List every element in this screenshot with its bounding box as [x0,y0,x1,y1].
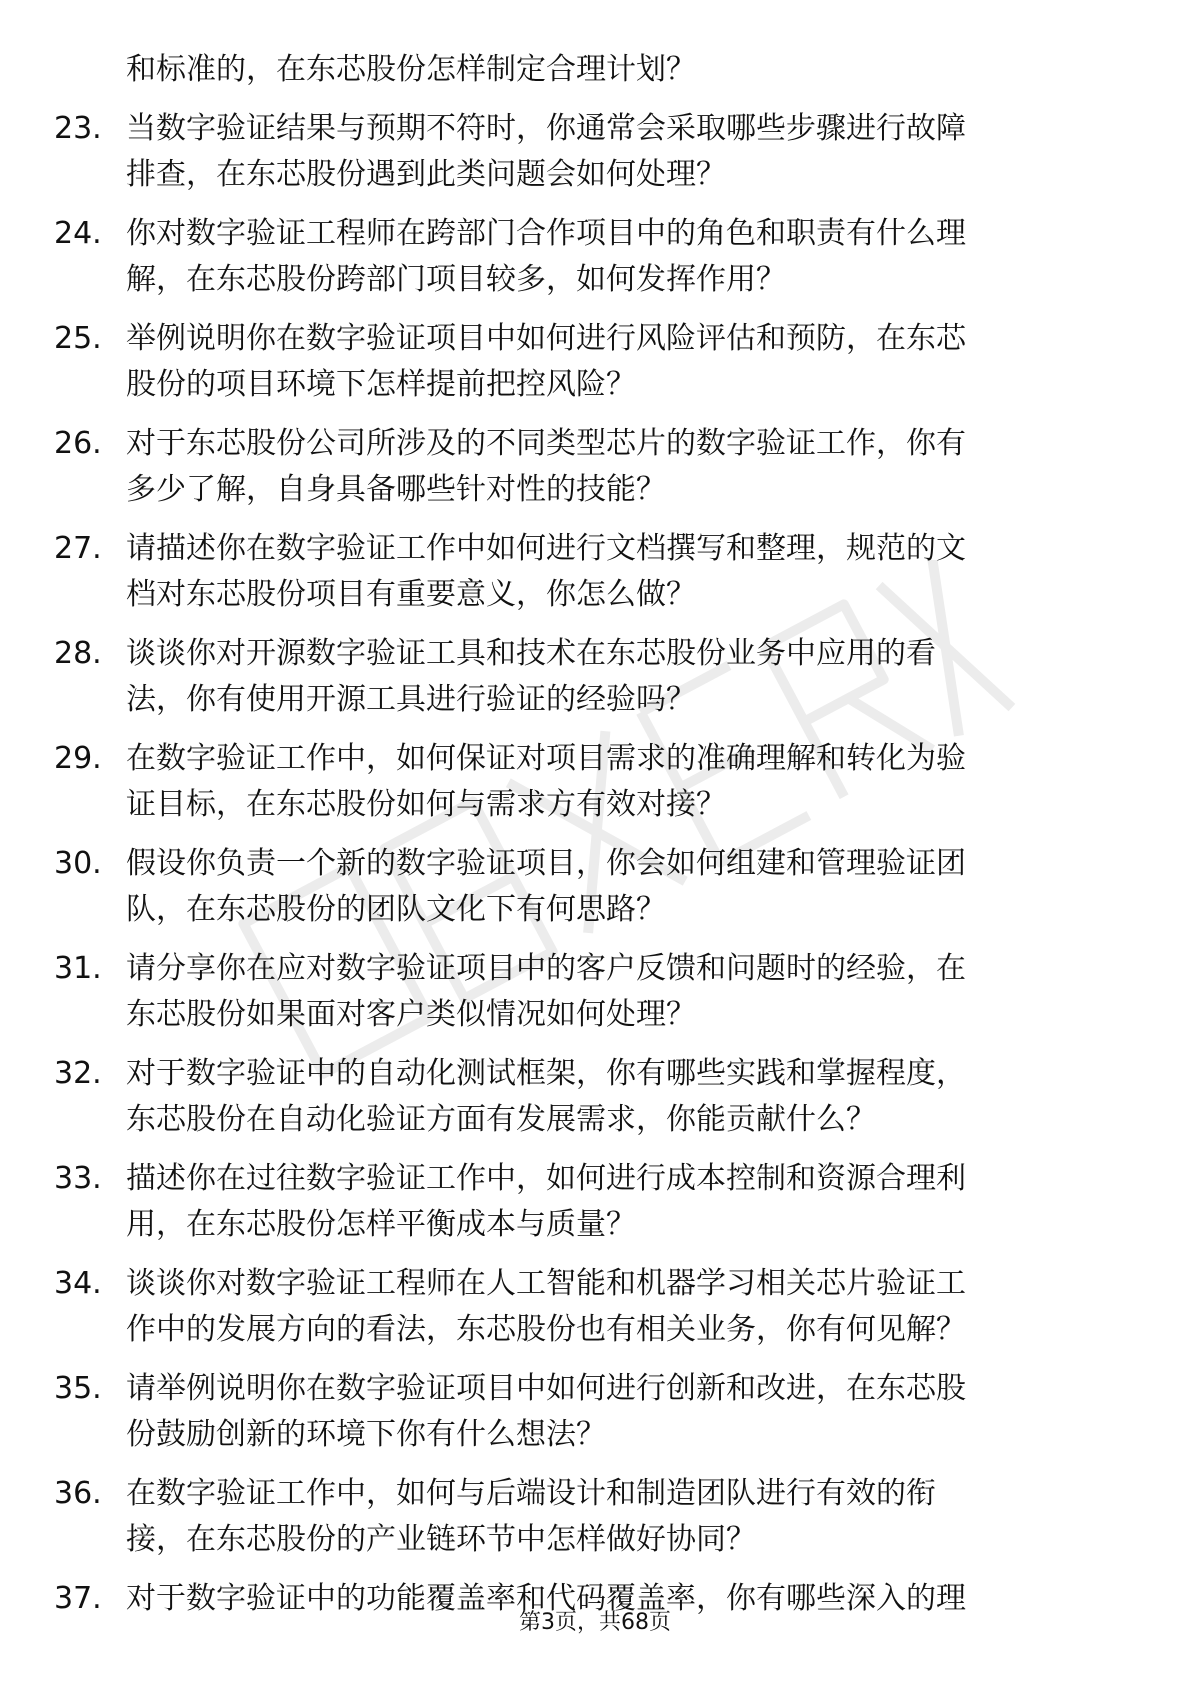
document-content [0,47,1190,1622]
question-text-line: 请描述你在数字验证工作中如何进行文档撰写和整理，规范的文 [126,531,966,566]
question-item [0,1051,1116,1143]
question-number: 37. [54,1581,102,1616]
question-text-line: 东芯股份在自动化验证方面有发展需求，你能贡献什么？ [126,1102,876,1137]
question-text-line: 作中的发展方向的看法，东芯股份也有相关业务，你有何见解？ [126,1312,966,1347]
question-text-line: 请举例说明你在数字验证项目中如何进行创新和改进，在东芯股 [126,1371,966,1406]
question-item [0,631,1116,723]
question-text-line: 解，在东芯股份跨部门项目较多，如何发挥作用？ [126,262,786,297]
question-item [0,316,1116,408]
page-footer [0,1608,1190,1638]
question-text-line: 对于数字验证中的功能覆盖率和代码覆盖率，你有哪些深入的理 [126,1581,966,1616]
question-text-line: 法，你有使用开源工具进行验证的经验吗？ [126,682,696,717]
question-number: 34. [54,1266,102,1301]
question-text-line: 股份的项目环境下怎样提前把控风险？ [126,367,636,402]
question-number: 28. [54,636,102,671]
question-text-line: 东芯股份如果面对客户类似情况如何处理？ [126,997,696,1032]
question-text-line: 份鼓励创新的环境下你有什么想法？ [126,1417,606,1452]
question-item [0,736,1116,828]
question-item [0,1261,1116,1353]
question-item [0,106,1116,198]
question-item [0,1471,1116,1563]
question-number: 29. [54,741,102,776]
question-number: 32. [54,1056,102,1091]
question-number: 35. [54,1371,102,1406]
question-text-line: 在数字验证工作中，如何与后端设计和制造团队进行有效的衔 [126,1476,936,1511]
question-item [0,526,1116,618]
question-number: 30. [54,846,102,881]
question-text-line: 用，在东芯股份怎样平衡成本与质量？ [126,1207,636,1242]
question-number: 24. [54,216,102,251]
question-item [0,211,1116,303]
question-text-line: 谈谈你对数字验证工程师在人工智能和机器学习相关芯片验证工 [126,1266,966,1301]
question-number: 31. [54,951,102,986]
question-item [0,841,1116,933]
question-list [0,106,1190,1622]
question-text-line: 谈谈你对开源数字验证工具和技术在东芯股份业务中应用的看 [126,636,936,671]
question-text-line: 举例说明你在数字验证项目中如何进行风险评估和预防，在东芯 [126,321,966,356]
question-text-line: 对于东芯股份公司所涉及的不同类型芯片的数字验证工作，你有 [126,426,966,461]
question-number: 26. [54,426,102,461]
question-text-line: 对于数字验证中的自动化测试框架，你有哪些实践和掌握程度， [126,1056,966,1091]
question-text-line: 证目标，在东芯股份如何与需求方有效对接？ [126,787,726,822]
question-text-line: 档对东芯股份项目有重要意义，你怎么做？ [126,577,696,612]
question-text-line: 多少了解，自身具备哪些针对性的技能？ [126,472,666,507]
question-text-line: 接，在东芯股份的产业链环节中怎样做好协同？ [126,1522,756,1557]
continued-question-text: 和标准的，在东芯股份怎样制定合理计划？ [126,52,696,87]
question-number: 36. [54,1476,102,1511]
question-text-line: 当数字验证结果与预期不符时，你通常会采取哪些步骤进行故障 [126,111,966,146]
question-item [0,1366,1116,1458]
question-number: 25. [54,321,102,356]
page-number-label: 第3页，共68页 [519,1610,671,1635]
question-text-line: 假设你负责一个新的数字验证项目，你会如何组建和管理验证团 [126,846,966,881]
question-item [0,1156,1116,1248]
question-number: 23. [54,111,102,146]
question-item [0,946,1116,1038]
question-item [0,421,1116,513]
question-text-line: 在数字验证工作中，如何保证对项目需求的准确理解和转化为验 [126,741,966,776]
question-text-line: 你对数字验证工程师在跨部门合作项目中的角色和职责有什么理 [126,216,966,251]
question-text-line: 队，在东芯股份的团队文化下有何思路？ [126,892,666,927]
question-number: 33. [54,1161,102,1196]
question-text-line: 请分享你在应对数字验证项目中的客户反馈和问题时的经验，在 [126,951,966,986]
question-number: 27. [54,531,102,566]
question-text-line: 描述你在过往数字验证工作中，如何进行成本控制和资源合理利 [126,1161,966,1196]
question-text-line: 排查，在东芯股份遇到此类问题会如何处理？ [126,157,726,192]
